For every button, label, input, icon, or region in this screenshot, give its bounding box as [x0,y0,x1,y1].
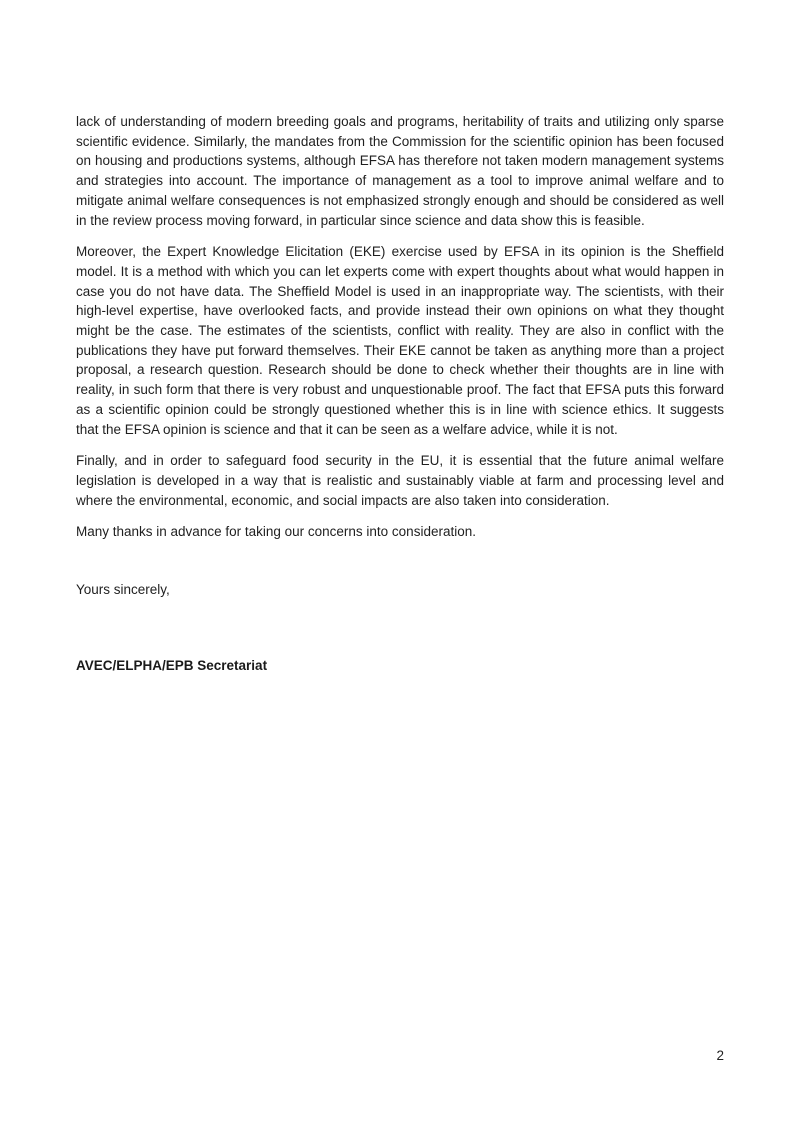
body-paragraph: Many thanks in advance for taking our concerns into consideration. [76,524,476,540]
page-number: 2 [716,1048,724,1063]
body-paragraph: Moreover, the Expert Knowledge Elicitation (EKE) exercise used by EFSA in its opinion is the Sheffield model. It is a method with which you can let experts come with expert thoughts about what would happen in case you do not have data. The Sheffield Model is used in an inappropriate way. The scientists, with their high-level expertise, have overlooked facts, and provide instead their own opinions on what they thought might be the case. The estimates of the scientists, conflict with reality. They are also in conflict with the publications they have put forward themselves. Their EKE cannot be taken as anything more than a project proposal, a research question. Research should be done to check whether their thoughts are in line with reality, in such form that there is very robust and unquestionable proof. The fact that EFSA puts this forward as a scientific opinion could be strongly questioned whether this is in line with science ethics. It suggests that the EFSA opinion is science and that it can be seen as a welfare advice, while it is not. [76,244,724,437]
body-paragraph: lack of understanding of modern breeding goals and programs, heritability of traits and utilizing only sparse scientific evidence. Similarly, the mandates from the Commission for the scientific opinion has been focused on housing and productions systems, although EFSA has therefore not taken modern management systems and strategies into account. The importance of management as a tool to improve animal welfare and to mitigate animal welfare consequences is not emphasized strongly enough and should be considered as well in the review process moving forward, in particular since science and data show this is feasible. [76,114,724,228]
signature-line: AVEC/ELPHA/EPB Secretariat [76,657,268,673]
letter-body [76,112,724,675]
body-paragraph: Finally, and in order to safeguard food security in the EU, it is essential that the future animal welfare legislation is developed in a way that is realistic and sustainably viable at farm and processing level and where the environmental, economic, and social impacts are also taken into consideration. [76,453,724,508]
closing-line: Yours sincerely, [76,582,170,598]
